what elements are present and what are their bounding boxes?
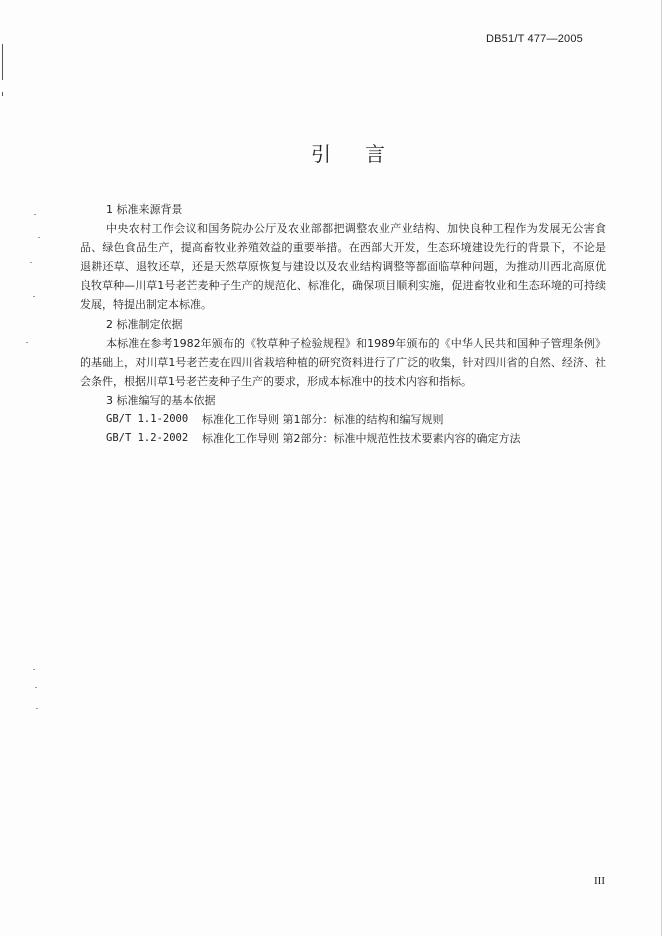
scan-speck <box>26 342 28 343</box>
reference-title: 标准化工作导则 第1部分：标准的结构和编写规则 <box>202 413 444 427</box>
page-number: III <box>594 875 605 887</box>
scan-speck <box>38 237 40 238</box>
margin-mark <box>2 92 3 96</box>
reference-item <box>80 410 606 429</box>
document-code: DB51/T 477—2005 <box>486 33 583 45</box>
section-heading: 3 标准编写的基本依据 <box>106 393 216 407</box>
scan-speck <box>36 708 38 709</box>
section-paragraph: 中央农村工作会议和国务院办公厅及农业部都把调整农业产业结构、加快良种工程作为发展无公害食品、绿色食品生产，提高畜牧业养殖效益的重要举措。在西部大开发，生态环境建设先行的背景下，不论是退耕还草、退牧还草，还是天然草原恢复与建设以及农业结构调整等都面临草种问题，为推动川西北高原优良牧草种—川草1号老芒麦种子生产的规范化、标准化，确保项目顺利实施，促进畜牧业和生态环境的可持续发展，特提出制定本标准。 <box>80 222 606 312</box>
reference-item <box>80 429 606 448</box>
page-title: 引言 <box>311 142 419 166</box>
section-paragraph: 本标准在参考1982年颁布的《牧草种子检验规程》和1989年颁布的《中华人民共和国种子管理条例》的基础上，对川草1号老芒麦在四川省栽培种植的研究资料进行了广泛的收集，针对四川省的自然、经济、社会条件，根据川草1号老芒麦种子生产的要求，形成本标准中的技术内容和指标。 <box>80 336 606 388</box>
reference-code: GB/T 1.2-2002 <box>106 432 189 445</box>
scan-speck <box>33 296 35 297</box>
body-content <box>80 200 606 448</box>
scan-speck <box>30 262 32 263</box>
reference-code: GB/T 1.1-2000 <box>106 413 189 426</box>
scan-speck <box>35 687 37 688</box>
scan-speck <box>34 214 36 215</box>
margin-mark <box>2 44 3 80</box>
reference-title: 标准化工作导则 第2部分：标准中规范性技术要素内容的确定方法 <box>202 432 521 446</box>
scan-speck <box>33 669 35 670</box>
section-heading: 1 标准来源背景 <box>106 203 183 216</box>
section-heading: 2 标准制定依据 <box>106 317 183 331</box>
